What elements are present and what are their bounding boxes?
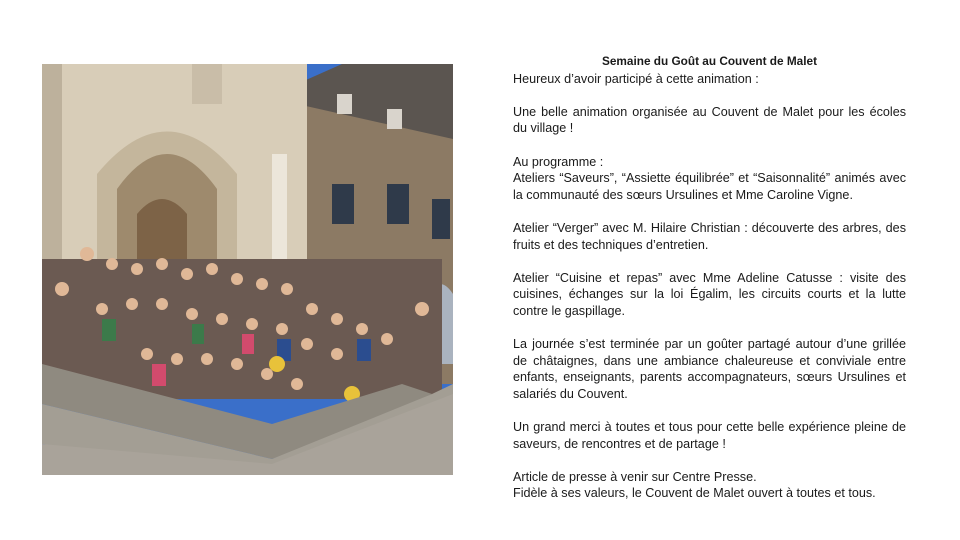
group-photo-image — [42, 64, 453, 475]
paragraph-3: Atelier “Verger” avec M. Hilaire Christian : découverte des arbres, des fruits et des techniques d’entretien. — [513, 220, 906, 252]
paragraph-6: Un grand merci à toutes et tous pour cette belle expérience pleine de saveurs, de rencontres et de partage ! — [513, 420, 906, 451]
paragraph-2: Ateliers “Saveurs”, “Assiette équilibrée” et “Saisonnalité” animés avec la communauté des sœurs Ursulines et Mme Caroline Vigne. — [513, 171, 906, 202]
programme-heading: Au programme : — [513, 154, 604, 169]
paragraph-4: Atelier “Cuisine et repas” avec Mme Adeline Catusse : visite des cuisines, échanges sur la loi Égalim, les circuits courts et la lutte contre le gaspillage. — [513, 270, 906, 318]
group-photo — [42, 64, 453, 475]
paragraph-1: Une belle animation organisée au Couvent de Malet pour les écoles du village ! — [513, 104, 906, 136]
intro-text: Heureux d’avoir participé à cette animation : — [513, 71, 759, 86]
article-title: Semaine du Goût au Couvent de Malet — [602, 54, 817, 68]
article — [513, 53, 906, 502]
paragraph-5: La journée s’est terminée par un goûter partagé autour d’une grillée de châtaignes, dans une ambiance chaleureuse et conviviale entre enfants, enseignants, parents accompagnateurs, sœurs Ursulines et salariés du Couvent. — [513, 337, 906, 401]
paragraph-7b: Fidèle à ses valeurs, le Couvent de Malet ouvert à toutes et tous. — [513, 486, 876, 501]
paragraph-7a: Article de presse à venir sur Centre Presse. — [513, 469, 757, 484]
